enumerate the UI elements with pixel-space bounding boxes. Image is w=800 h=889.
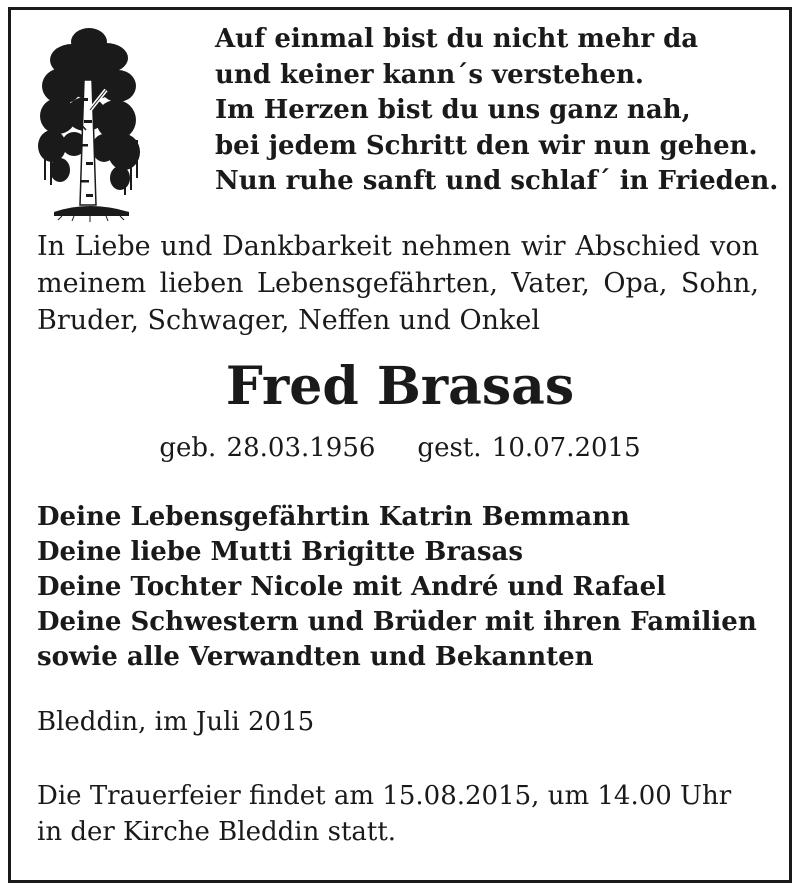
funeral-service-info — [37, 778, 777, 850]
mourner-line: Deine liebe Mutti Brigitte Brasas — [37, 537, 524, 567]
intro-line: In Liebe und Dankbarkeit nehmen wir Abschied von — [37, 231, 759, 262]
mourner-line: Deine Tochter Nicole mit André und Rafael — [37, 572, 667, 602]
life-dates — [0, 430, 800, 466]
mourner-line: sowie alle Verwandten und Bekannten — [37, 642, 594, 672]
poem-line: Im Herzen bist du uns ganz nah, — [215, 95, 691, 125]
poem-line: und keiner kann´s verstehen. — [215, 59, 644, 90]
death-date: gest. 10.07.2015 — [417, 433, 641, 463]
mourners-list — [37, 500, 777, 675]
intro-line: meinem lieben Lebensgefährten, Vater, Opa, Sohn, — [37, 268, 759, 299]
poem-line: bei jedem Schritt den wir nun gehen. — [215, 130, 758, 161]
poem — [215, 22, 779, 200]
birth-date: geb. 28.03.1956 — [159, 433, 376, 463]
intro-line: Bruder, Schwager, Neffen und Onkel — [37, 305, 540, 336]
service-line: in der Kirche Bleddin statt. — [37, 817, 397, 847]
mourner-line: Deine Lebensgefährtin Katrin Bemmann — [37, 502, 630, 532]
service-line: Die Trauerfeier findet am 15.08.2015, um 14.00 Uhr — [37, 781, 732, 811]
place-date: Bleddin, im Juli 2015 — [37, 707, 315, 737]
poem-line: Auf einmal bist du nicht mehr da — [215, 24, 699, 54]
poem-line: Nun ruhe sanft und schlaf´ in Frieden. — [215, 166, 779, 196]
deceased-name: Fred Brasas — [225, 356, 575, 417]
birch-tree-icon — [34, 20, 144, 225]
intro-text — [37, 228, 759, 339]
mourner-line: Deine Schwestern und Brüder mit ihren Familien — [37, 607, 757, 637]
